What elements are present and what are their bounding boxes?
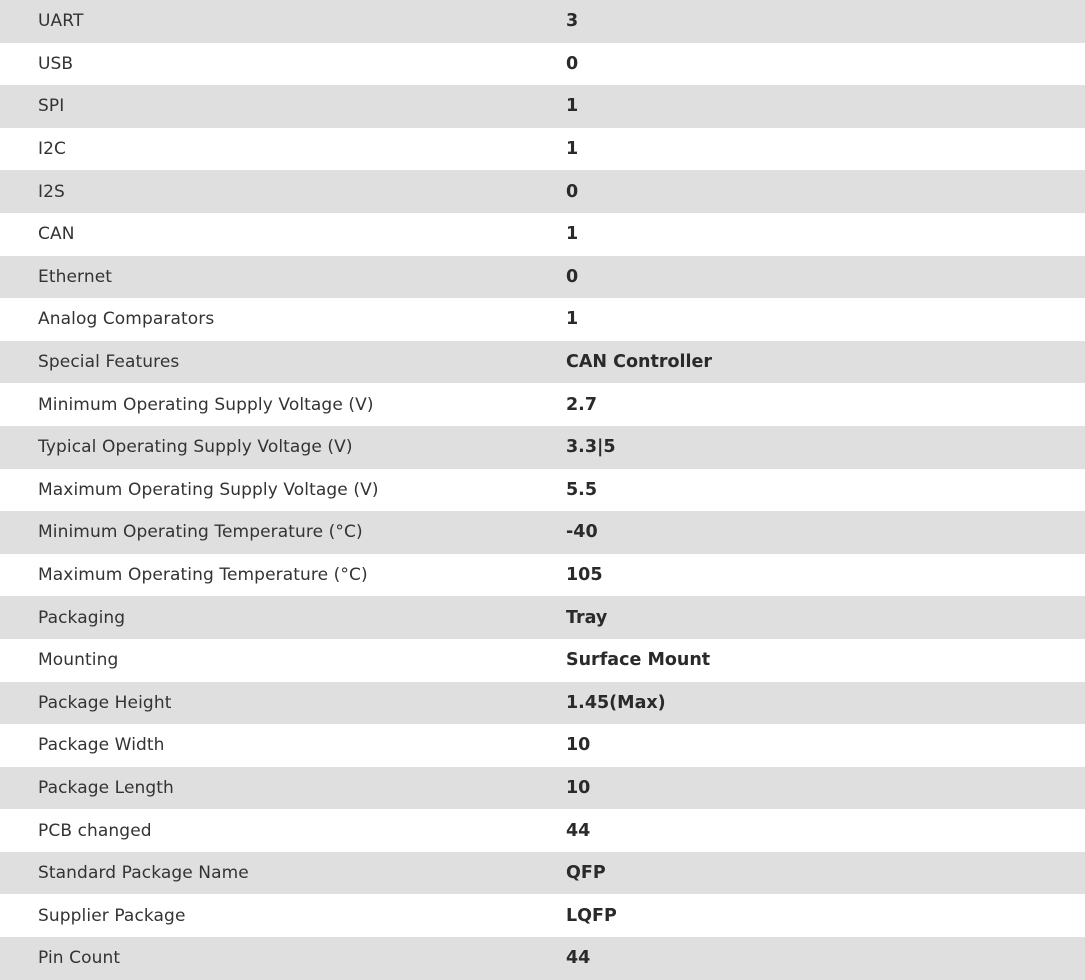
spec-value: 0 — [566, 181, 579, 202]
spec-label: Package Height — [38, 692, 172, 713]
spec-value: 0 — [566, 53, 579, 74]
spec-value: 3.3|5 — [566, 437, 616, 458]
spec-label: PCB changed — [38, 820, 152, 841]
spec-row-analog-comparators — [0, 298, 1085, 341]
spec-label: Typical Operating Supply Voltage (V) — [38, 437, 353, 458]
spec-value: 1 — [566, 309, 579, 330]
spec-value: 10 — [566, 735, 591, 756]
spec-label: CAN — [38, 224, 75, 245]
spec-row-i2s — [0, 170, 1085, 213]
spec-label: Package Length — [38, 777, 174, 798]
spec-row-can — [0, 213, 1085, 256]
spec-row-pcb-changed — [0, 809, 1085, 852]
spec-label: Packaging — [38, 607, 126, 628]
spec-label: Minimum Operating Temperature (°C) — [38, 522, 363, 543]
spec-label: USB — [38, 53, 74, 74]
spec-label: Supplier Package — [38, 905, 186, 926]
spec-value: 0 — [566, 266, 579, 287]
spec-value: QFP — [566, 863, 606, 884]
spec-value: Tray — [566, 607, 608, 628]
spec-row-mounting — [0, 639, 1085, 682]
spec-row-special-features — [0, 341, 1085, 384]
spec-row-spi — [0, 85, 1085, 128]
spec-label: Minimum Operating Supply Voltage (V) — [38, 394, 374, 415]
spec-label: Mounting — [38, 650, 119, 671]
spec-row-package-width — [0, 724, 1085, 767]
spec-value: 5.5 — [566, 479, 598, 500]
spec-value: 2.7 — [566, 394, 598, 415]
spec-value: 44 — [566, 820, 591, 841]
spec-label: UART — [38, 11, 84, 32]
spec-value: -40 — [566, 522, 598, 543]
spec-label: Maximum Operating Temperature (°C) — [38, 565, 368, 586]
spec-label: SPI — [38, 96, 65, 117]
spec-value: 1.45(Max) — [566, 692, 666, 713]
spec-value: 1 — [566, 96, 579, 117]
spec-row-pin-count — [0, 937, 1085, 980]
spec-row-max-supply-voltage — [0, 469, 1085, 512]
spec-row-ethernet — [0, 256, 1085, 299]
spec-value: 10 — [566, 777, 591, 798]
spec-row-min-supply-voltage — [0, 383, 1085, 426]
spec-label: I2S — [38, 181, 65, 202]
spec-label: Analog Comparators — [38, 309, 215, 330]
spec-row-max-temperature — [0, 554, 1085, 597]
spec-row-packaging — [0, 596, 1085, 639]
spec-value: 1 — [566, 139, 579, 160]
spec-row-uart — [0, 0, 1085, 43]
spec-row-package-length — [0, 767, 1085, 810]
spec-row-standard-package-name — [0, 852, 1085, 895]
spec-row-package-height — [0, 682, 1085, 725]
spec-value: CAN Controller — [566, 352, 712, 373]
spec-row-typ-supply-voltage — [0, 426, 1085, 469]
spec-row-usb — [0, 43, 1085, 86]
spec-value: 105 — [566, 565, 603, 586]
spec-label: Standard Package Name — [38, 863, 249, 884]
spec-label: Ethernet — [38, 266, 113, 287]
spec-value: Surface Mount — [566, 650, 711, 671]
spec-value: 3 — [566, 11, 579, 32]
spec-label: Special Features — [38, 352, 180, 373]
spec-label: Pin Count — [38, 948, 121, 969]
spec-label: Maximum Operating Supply Voltage (V) — [38, 479, 379, 500]
spec-value: 44 — [566, 948, 591, 969]
spec-value: 1 — [566, 224, 579, 245]
spec-row-min-temperature — [0, 511, 1085, 554]
spec-row-supplier-package — [0, 894, 1085, 937]
spec-row-i2c — [0, 128, 1085, 171]
spec-value: LQFP — [566, 905, 617, 926]
spec-label: Package Width — [38, 735, 165, 756]
spec-label: I2C — [38, 139, 66, 160]
